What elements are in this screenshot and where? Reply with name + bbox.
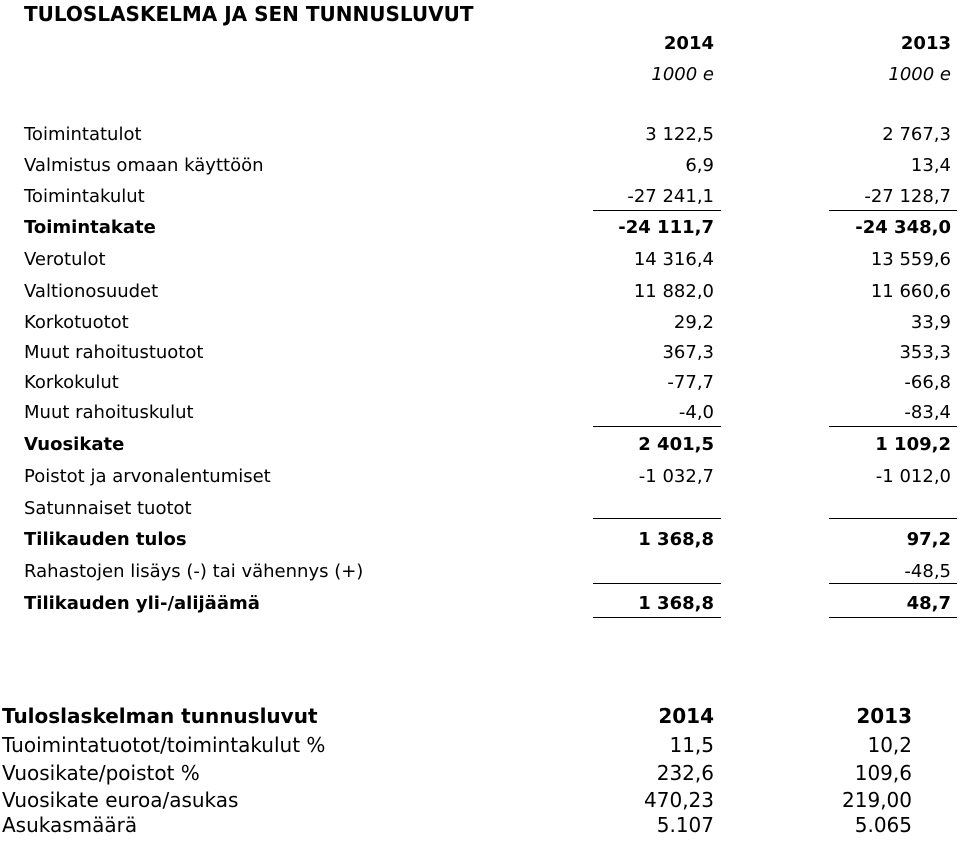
value-2014: 232,6 (656, 761, 714, 785)
row-satunnaiset-tuotot (0, 498, 960, 530)
value-2013: -27 128,7 (864, 186, 951, 207)
row-toimintakate (0, 217, 960, 249)
row-label: Vuosikate/poistot % (2, 761, 200, 785)
row-vuosikate (0, 434, 960, 466)
unit-2013: 1000 e (888, 64, 951, 85)
value-2014: 1 368,8 (638, 593, 714, 614)
row-muut-rahoitustuotot (0, 342, 960, 374)
row-korkokulut (0, 372, 960, 404)
row-label: Korkotuotot (24, 312, 129, 333)
row-rahastojen-muutos (0, 561, 960, 593)
value-2013: 10,2 (867, 733, 912, 757)
row-label: Satunnaiset tuotot (24, 498, 192, 519)
row-label: Toimintakate (24, 217, 156, 238)
row-label: Toimintakulut (24, 186, 145, 207)
value-2014: 5.107 (656, 813, 714, 837)
underline (829, 426, 957, 427)
underline (829, 583, 957, 584)
value-2013: 1 109,2 (875, 434, 951, 455)
row-valtionosuudet (0, 281, 960, 313)
row-label: Asukasmäärä (2, 813, 138, 837)
key-figure-row (0, 733, 960, 761)
page-title: TULOSLASKELMA JA SEN TUNNUSLUVUT (24, 2, 474, 26)
key-figure-row (0, 761, 960, 789)
row-label: Vuosikate (24, 434, 125, 455)
row-valmistus (0, 155, 960, 187)
value-2013: 5.065 (854, 813, 912, 837)
key-figures-header (0, 704, 960, 732)
value-2014: 29,2 (673, 312, 714, 333)
value-2014: 3 122,5 (645, 124, 714, 145)
value-2013: 97,2 (906, 529, 951, 550)
row-label: Muut rahoitustuotot (24, 342, 204, 363)
year-2013-header: 2013 (856, 704, 912, 728)
row-label: Verotulot (24, 249, 106, 270)
value-2013: 11 660,6 (870, 281, 951, 302)
value-2014: -1 032,7 (638, 466, 714, 487)
underline (829, 617, 957, 618)
underline (593, 583, 721, 584)
row-label: Muut rahoituskulut (24, 402, 194, 423)
value-2013: 2 767,3 (882, 124, 951, 145)
value-2014: 6,9 (685, 155, 714, 176)
row-label: Vuosikate euroa/asukas (2, 788, 239, 812)
underline (829, 210, 957, 211)
row-label: Poistot ja arvonalentumiset (24, 466, 271, 487)
value-2014: -27 241,1 (627, 186, 714, 207)
underline (593, 617, 721, 618)
year-2014-header: 2014 (658, 704, 714, 728)
year-2013-header: 2013 (900, 33, 951, 54)
underline (593, 210, 721, 211)
row-poistot (0, 466, 960, 498)
value-2013: 109,6 (854, 761, 912, 785)
row-label: Tilikauden tulos (24, 529, 187, 550)
value-2014: 11 882,0 (633, 281, 714, 302)
value-2013: -1 012,0 (875, 466, 951, 487)
value-2014: -24 111,7 (618, 217, 714, 238)
underline (829, 518, 957, 519)
underline (593, 426, 721, 427)
row-label: Valmistus omaan käyttöön (24, 155, 264, 176)
year-2014-header: 2014 (663, 33, 714, 54)
row-label: Rahastojen lisäys (-) tai vähennys (+) (24, 561, 364, 582)
value-2014: 367,3 (662, 342, 714, 363)
value-2013: 33,9 (910, 312, 951, 333)
row-verotulot (0, 249, 960, 281)
value-2013: 219,00 (842, 788, 912, 812)
value-2013: -48,5 (904, 561, 951, 582)
value-2014: -4,0 (678, 402, 714, 423)
key-figures-heading: Tuloslaskelman tunnusluvut (2, 704, 318, 728)
row-muut-rahoituskulut (0, 402, 960, 434)
row-label: Tilikauden yli-/alijäämä (24, 593, 260, 614)
row-yli-alijaama (0, 593, 960, 625)
value-2013: -66,8 (904, 372, 951, 393)
row-tilikauden-tulos (0, 529, 960, 561)
underline (593, 518, 721, 519)
row-label: Tuoimintatuotot/toimintakulut % (2, 733, 326, 757)
unit-2014: 1000 e (651, 64, 714, 85)
value-2013: -24 348,0 (855, 217, 951, 238)
value-2013: 13,4 (910, 155, 951, 176)
row-label: Toimintatulot (24, 124, 142, 145)
row-toimintatulot (0, 124, 960, 156)
value-2013: 13 559,6 (870, 249, 951, 270)
value-2014: 2 401,5 (638, 434, 714, 455)
row-korkotuotot (0, 312, 960, 344)
row-label: Valtionosuudet (24, 281, 159, 302)
row-label: Korkokulut (24, 372, 119, 393)
value-2014: 470,23 (644, 788, 714, 812)
value-2014: 11,5 (669, 733, 714, 757)
value-2014: 1 368,8 (638, 529, 714, 550)
key-figure-row (0, 788, 960, 816)
value-2014: -77,7 (667, 372, 714, 393)
value-2013: 353,3 (899, 342, 951, 363)
value-2014: 14 316,4 (633, 249, 714, 270)
value-2013: -83,4 (904, 402, 951, 423)
value-2013: 48,7 (906, 593, 951, 614)
row-toimintakulut (0, 186, 960, 218)
